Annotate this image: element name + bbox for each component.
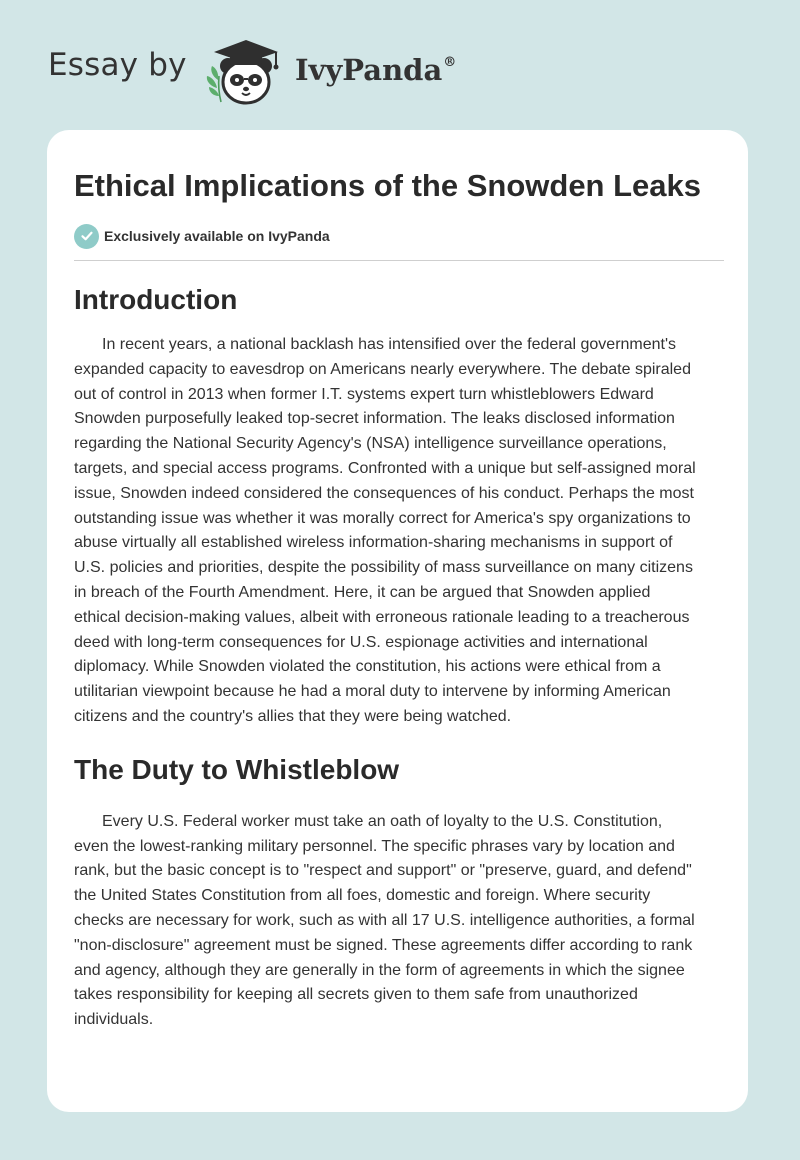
brand-name[interactable]: [295, 53, 457, 87]
essay-content: [74, 165, 724, 1033]
brand-name-text: IvyPanda: [295, 53, 443, 87]
badge-label: Exclusively available on IvyPanda: [104, 228, 330, 244]
page-title: Ethical Implications of the Snowden Leaks: [74, 168, 702, 203]
registered-mark: ®: [443, 55, 457, 70]
exclusive-badge: [74, 222, 724, 250]
check-icon: [74, 224, 99, 249]
title-divider: [74, 260, 724, 261]
section-body-introduction: In recent years, a national backlash has intensified over the federal government's expanded capacity to eavesdrop on Americans nearly everywhere. The debate spiraled out of control in 2013 when former I.T. systems expert turn whistleblowers Edward Snowden purposefully leaked top-secret information. The leaks disclosed information regarding the National Security Agency's (NSA) intelligence surveillance operations, targets, and special access programs. Confronted with a unique but self-assigned moral issue, Snowden indeed considered the consequences of his conduct. Perhaps the most outstanding issue was whether it was morally correct for America's spy organizations to abuse virtually all established wireless information-sharing mechanisms in support of U.S. policies and priorities, despite the possibility of mass surveillance on many citizens in breach of the Fourth Amendment. Here, it can be argued that Snowden applied ethical decision-making values, albeit with erroneous rationale leading to a treacherous deed with long-term consequences for U.S. espionage activities and international diplomacy. While Snowden violated the constitution, his actions were ethical from a utilitarian viewpoint because he had a moral duty to intervene by informing American citizens and the country's allies that they were being watched.: [74, 336, 696, 725]
section-heading-introduction: Introduction: [74, 284, 238, 315]
section-body-duty-to-whistleblow: Every U.S. Federal worker must take an oath of loyalty to the U.S. Constitution, even the lowest-ranking military personnel. The specific phrases vary by location and rank, but the basic concept is to "respect and support" or "preserve, guard, and defend" the United States Constitution from all foes, domestic and foreign. Where security checks are necessary for work, such as with all 17 U.S. intelligence authorities, a formal "non-disclosure" agreement must be signed. These agreements differ according to rank and agency, although they are generally in the form of agreements in which the signee takes responsibility for keeping all secrets given to them safe from unauthorized individuals.: [74, 812, 695, 1029]
panda-graduate-icon[interactable]: [198, 36, 294, 108]
section-heading-duty-to-whistleblow: The Duty to Whistleblow: [74, 753, 400, 785]
essay-by-label: Essay by: [48, 47, 187, 83]
essay-card: [47, 130, 748, 1112]
site-header: [0, 0, 800, 130]
